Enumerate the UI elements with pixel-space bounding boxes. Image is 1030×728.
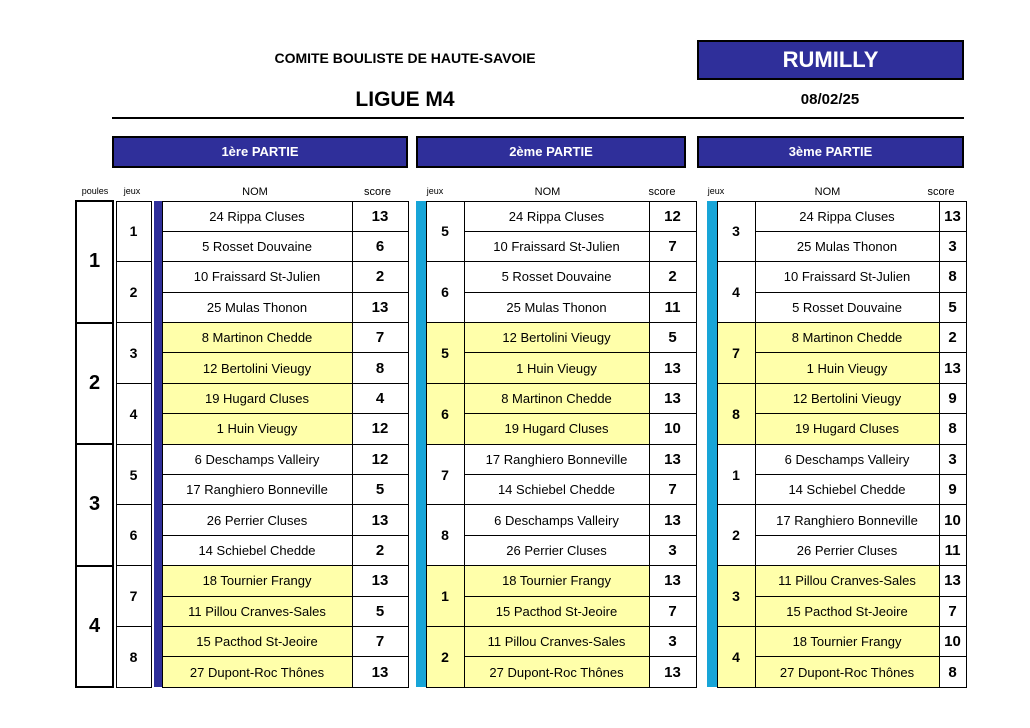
team-score: 11 (649, 292, 696, 322)
spacer (408, 383, 416, 413)
jeu-number: 6 (116, 505, 151, 566)
jeu-number: 3 (717, 201, 755, 262)
team-score: 10 (649, 414, 696, 444)
poule-number: 3 (76, 444, 113, 566)
organization-title: COMITE BOULISTE DE HAUTE-SAVOIE (274, 50, 536, 66)
team-name: 18 Tournier Frangy (464, 566, 649, 596)
partie-3-stripe (707, 231, 717, 261)
table-row (76, 505, 966, 535)
team-score: 13 (649, 444, 696, 474)
team-name: 18 Tournier Frangy (162, 566, 352, 596)
team-name: 1 Huin Vieugy (755, 353, 939, 383)
header-poules: poules (81, 186, 109, 196)
spacer (696, 231, 707, 261)
spacer (408, 262, 416, 292)
spacer (113, 414, 116, 444)
partie-3-stripe (707, 626, 717, 656)
team-score: 4 (352, 383, 408, 413)
team-name: 24 Rippa Cluses (755, 201, 939, 231)
spacer (696, 505, 707, 535)
spacer (113, 475, 116, 505)
team-score: 13 (649, 566, 696, 596)
team-name: 25 Mulas Thonon (464, 292, 649, 322)
spacer (696, 566, 707, 596)
team-name: 18 Tournier Frangy (755, 626, 939, 656)
team-score: 7 (939, 596, 966, 626)
partie-3-stripe (707, 566, 717, 596)
table-row (76, 626, 966, 656)
team-score: 7 (649, 231, 696, 261)
spacer (696, 383, 707, 413)
partie-2-stripe (416, 383, 426, 413)
partie-2-stripe (416, 596, 426, 626)
team-score: 13 (649, 383, 696, 413)
team-score: 13 (939, 353, 966, 383)
team-name: 5 Rosset Douvaine (464, 262, 649, 292)
spacer (408, 353, 416, 383)
team-score: 6 (352, 231, 408, 261)
table-row (76, 414, 966, 444)
partie-1-stripe (154, 414, 162, 444)
team-score: 5 (939, 292, 966, 322)
spacer (408, 201, 416, 231)
spacer (408, 231, 416, 261)
spacer (408, 566, 416, 596)
spacer (113, 292, 116, 322)
spacer (696, 475, 707, 505)
jeu-number: 2 (717, 505, 755, 566)
team-name: 12 Bertolini Vieugy (162, 353, 352, 383)
team-name: 1 Huin Vieugy (162, 414, 352, 444)
team-score: 12 (352, 414, 408, 444)
spacer (696, 657, 707, 687)
jeu-number: 8 (717, 383, 755, 444)
team-score: 5 (352, 475, 408, 505)
team-name: 27 Dupont-Roc Thônes (162, 657, 352, 687)
jeu-number: 5 (116, 444, 151, 505)
jeu-number: 6 (426, 262, 464, 323)
team-name: 24 Rippa Cluses (162, 201, 352, 231)
team-name: 10 Fraissard St-Julien (162, 262, 352, 292)
team-name: 12 Bertolini Vieugy (464, 323, 649, 353)
team-score: 7 (649, 475, 696, 505)
partie-3-stripe (707, 201, 717, 231)
table-row (76, 353, 966, 383)
partie-1-stripe (154, 596, 162, 626)
table-row (76, 292, 966, 322)
jeu-number: 3 (717, 566, 755, 627)
header-score-3: score (927, 186, 955, 198)
partie-2-stripe (416, 231, 426, 261)
team-name: 26 Perrier Cluses (464, 535, 649, 565)
team-score: 13 (352, 566, 408, 596)
team-name: 5 Rosset Douvaine (162, 231, 352, 261)
partie-1-stripe (154, 231, 162, 261)
partie-2-stripe (416, 657, 426, 687)
partie-2-stripe (416, 353, 426, 383)
table-row (76, 262, 966, 292)
partie-3-stripe (707, 323, 717, 353)
team-score: 13 (939, 201, 966, 231)
partie-2-stripe (416, 566, 426, 596)
table-row (76, 231, 966, 261)
partie-1-banner: 1ère PARTIE (112, 136, 408, 168)
team-name: 11 Pillou Cranves-Sales (464, 626, 649, 656)
team-score: 7 (649, 596, 696, 626)
table-row (76, 475, 966, 505)
team-name: 15 Pacthod St-Jeoire (464, 596, 649, 626)
spacer (408, 535, 416, 565)
team-name: 19 Hugard Cluses (464, 414, 649, 444)
poule-number: 2 (76, 323, 113, 445)
jeu-number: 8 (426, 505, 464, 566)
jeu-number: 7 (116, 566, 151, 627)
team-score: 5 (352, 596, 408, 626)
results-table (75, 200, 967, 688)
team-score: 3 (649, 626, 696, 656)
team-name: 5 Rosset Douvaine (755, 292, 939, 322)
partie-2-stripe (416, 201, 426, 231)
team-score: 2 (649, 262, 696, 292)
spacer (408, 657, 416, 687)
team-name: 8 Martinon Chedde (464, 383, 649, 413)
partie-1-stripe (154, 262, 162, 292)
table-row (76, 657, 966, 687)
spacer (696, 292, 707, 322)
jeu-number: 1 (717, 444, 755, 505)
header-jeux-1: jeux (123, 186, 141, 196)
jeu-number: 7 (426, 444, 464, 505)
jeu-number: 4 (717, 262, 755, 323)
team-name: 11 Pillou Cranves-Sales (755, 566, 939, 596)
spacer (696, 262, 707, 292)
team-name: 24 Rippa Cluses (464, 201, 649, 231)
league-title: LIGUE M4 (355, 88, 455, 111)
partie-3-stripe (707, 262, 717, 292)
spacer (408, 292, 416, 322)
team-score: 10 (939, 626, 966, 656)
partie-2-banner: 2ème PARTIE (416, 136, 686, 168)
partie-1-stripe (154, 505, 162, 535)
jeu-number: 7 (717, 323, 755, 384)
partie-3-banner: 3ème PARTIE (697, 136, 964, 168)
spacer (696, 201, 707, 231)
team-score: 7 (352, 323, 408, 353)
spacer (408, 323, 416, 353)
spacer (408, 444, 416, 474)
team-name: 11 Pillou Cranves-Sales (162, 596, 352, 626)
partie-1-stripe (154, 535, 162, 565)
spacer (408, 596, 416, 626)
partie-3-stripe (707, 596, 717, 626)
team-score: 2 (352, 262, 408, 292)
team-name: 15 Pacthod St-Jeoire (755, 596, 939, 626)
partie-1-stripe (154, 201, 162, 231)
spacer (696, 535, 707, 565)
team-name: 26 Perrier Cluses (162, 505, 352, 535)
team-name: 8 Martinon Chedde (755, 323, 939, 353)
team-name: 10 Fraissard St-Julien (464, 231, 649, 261)
table-row (76, 566, 966, 596)
jeu-number: 6 (426, 383, 464, 444)
team-score: 13 (939, 566, 966, 596)
partie-1-stripe (154, 444, 162, 474)
team-score: 8 (939, 414, 966, 444)
table-row (76, 596, 966, 626)
team-score: 2 (939, 323, 966, 353)
team-score: 8 (939, 262, 966, 292)
spacer (696, 626, 707, 656)
partie-1-stripe (154, 323, 162, 353)
team-score: 7 (352, 626, 408, 656)
team-score: 12 (352, 444, 408, 474)
team-score: 13 (649, 505, 696, 535)
partie-2-stripe (416, 535, 426, 565)
team-name: 6 Deschamps Valleiry (162, 444, 352, 474)
team-name: 27 Dupont-Roc Thônes (755, 657, 939, 687)
team-name: 14 Schiebel Chedde (162, 535, 352, 565)
partie-3-stripe (707, 292, 717, 322)
jeu-number: 4 (717, 626, 755, 687)
team-score: 12 (649, 201, 696, 231)
spacer (113, 353, 116, 383)
team-name: 17 Ranghiero Bonneville (464, 444, 649, 474)
team-name: 14 Schiebel Chedde (464, 475, 649, 505)
event-date: 08/02/25 (800, 91, 860, 108)
partie-2-stripe (416, 626, 426, 656)
team-name: 25 Mulas Thonon (162, 292, 352, 322)
header-jeux-3: jeux (707, 186, 725, 196)
team-score: 3 (649, 535, 696, 565)
partie-3-stripe (707, 414, 717, 444)
partie-1-stripe (154, 383, 162, 413)
partie-2-stripe (416, 323, 426, 353)
team-name: 1 Huin Vieugy (464, 353, 649, 383)
table-row (76, 444, 966, 474)
team-name: 8 Martinon Chedde (162, 323, 352, 353)
spacer (113, 535, 116, 565)
team-name: 19 Hugard Cluses (755, 414, 939, 444)
partie-3-stripe (707, 383, 717, 413)
partie-1-stripe (154, 475, 162, 505)
team-name: 27 Dupont-Roc Thônes (464, 657, 649, 687)
spacer (408, 626, 416, 656)
spacer (696, 596, 707, 626)
team-name: 12 Bertolini Vieugy (755, 383, 939, 413)
partie-2-stripe (416, 262, 426, 292)
poule-number: 4 (76, 566, 113, 688)
jeu-number: 3 (116, 323, 151, 384)
team-score: 9 (939, 383, 966, 413)
spacer (696, 444, 707, 474)
spacer (408, 475, 416, 505)
spacer (696, 414, 707, 444)
team-name: 6 Deschamps Valleiry (755, 444, 939, 474)
team-name: 17 Ranghiero Bonneville (755, 505, 939, 535)
spacer (113, 231, 116, 261)
spacer (408, 414, 416, 444)
team-score: 9 (939, 475, 966, 505)
partie-1-stripe (154, 353, 162, 383)
header-nom-1: NOM (242, 186, 268, 198)
team-score: 8 (939, 657, 966, 687)
partie-1-stripe (154, 657, 162, 687)
partie-3-stripe (707, 657, 717, 687)
header-nom-3: NOM (814, 186, 841, 198)
team-name: 25 Mulas Thonon (755, 231, 939, 261)
team-name: 6 Deschamps Valleiry (464, 505, 649, 535)
table-row (76, 323, 966, 353)
table-row (76, 535, 966, 565)
partie-1-stripe (154, 626, 162, 656)
team-score: 13 (352, 201, 408, 231)
poule-number: 1 (76, 201, 113, 323)
partie-1-stripe (154, 566, 162, 596)
team-score: 3 (939, 444, 966, 474)
partie-2-stripe (416, 414, 426, 444)
header-jeux-2: jeux (426, 186, 444, 196)
team-name: 26 Perrier Cluses (755, 535, 939, 565)
spacer (696, 323, 707, 353)
team-name: 17 Ranghiero Bonneville (162, 475, 352, 505)
team-score: 13 (352, 657, 408, 687)
jeu-number: 5 (426, 201, 464, 262)
header-nom-2: NOM (534, 186, 561, 198)
team-score: 8 (352, 353, 408, 383)
header-divider (112, 117, 964, 119)
partie-3-stripe (707, 353, 717, 383)
jeu-number: 4 (116, 383, 151, 444)
spacer (408, 505, 416, 535)
team-score: 13 (352, 292, 408, 322)
partie-2-stripe (416, 505, 426, 535)
spacer (113, 657, 116, 687)
jeu-number: 1 (116, 201, 151, 262)
partie-3-stripe (707, 505, 717, 535)
team-score: 11 (939, 535, 966, 565)
team-score: 3 (939, 231, 966, 261)
team-name: 14 Schiebel Chedde (755, 475, 939, 505)
spacer (696, 353, 707, 383)
partie-3-stripe (707, 535, 717, 565)
team-score: 13 (649, 353, 696, 383)
header-score-1: score (364, 186, 391, 198)
jeu-number: 5 (426, 323, 464, 384)
team-score: 5 (649, 323, 696, 353)
jeu-number: 2 (116, 262, 151, 323)
team-score: 13 (649, 657, 696, 687)
partie-3-stripe (707, 475, 717, 505)
partie-2-stripe (416, 292, 426, 322)
jeu-number: 1 (426, 566, 464, 627)
team-name: 10 Fraissard St-Julien (755, 262, 939, 292)
team-score: 2 (352, 535, 408, 565)
partie-2-stripe (416, 444, 426, 474)
table-row (76, 383, 966, 413)
team-score: 13 (352, 505, 408, 535)
header-score-2: score (648, 186, 676, 198)
spacer (113, 596, 116, 626)
partie-1-stripe (154, 292, 162, 322)
team-score: 10 (939, 505, 966, 535)
team-name: 19 Hugard Cluses (162, 383, 352, 413)
city-banner: RUMILLY (697, 40, 964, 80)
jeu-number: 2 (426, 626, 464, 687)
partie-3-stripe (707, 444, 717, 474)
partie-2-stripe (416, 475, 426, 505)
team-name: 15 Pacthod St-Jeoire (162, 626, 352, 656)
jeu-number: 8 (116, 626, 151, 687)
table-row (76, 201, 966, 231)
